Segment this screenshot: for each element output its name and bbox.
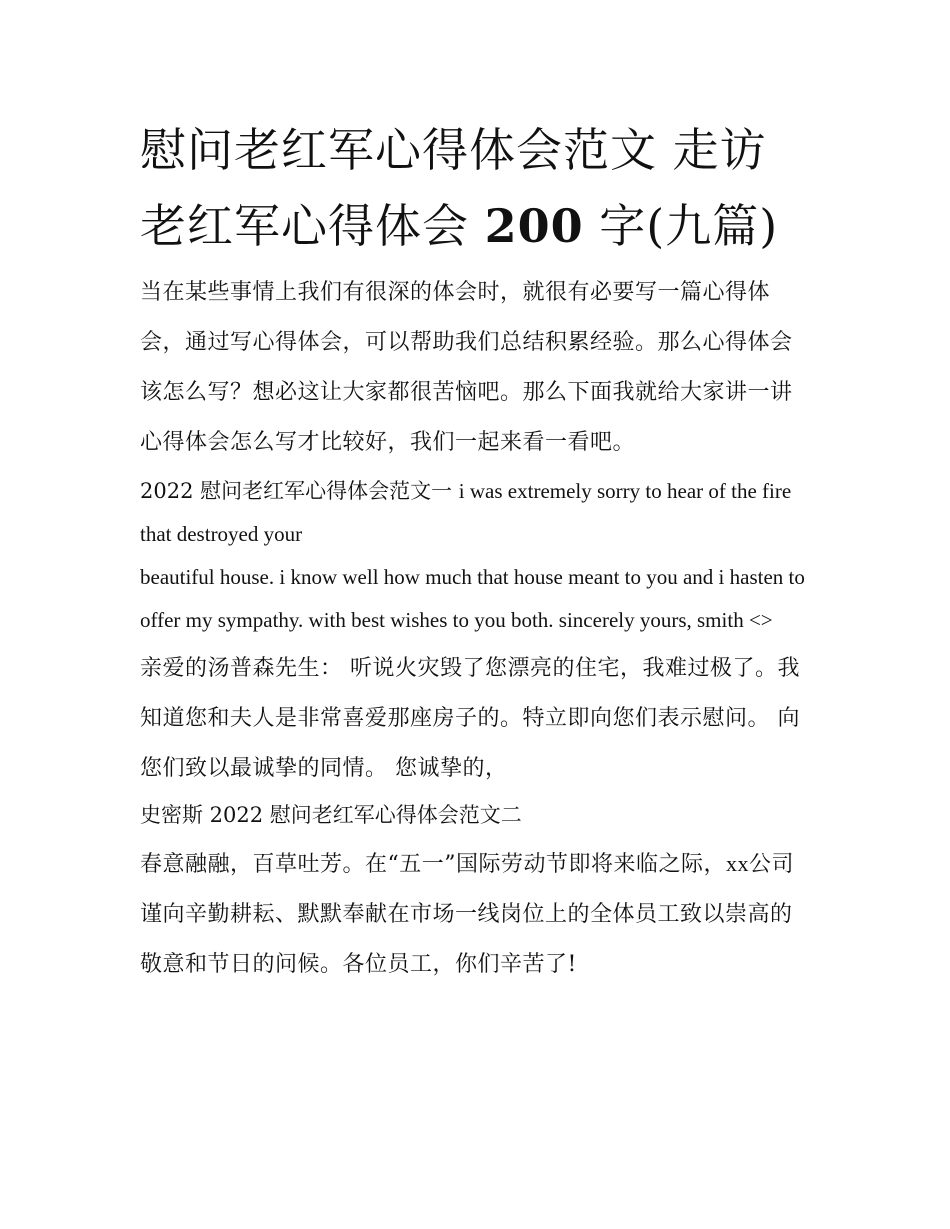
section1-line3: offer my sympathy. with best wishes to you both. sincerely yours, smith <> bbox=[140, 608, 773, 632]
title-text-part1: 慰问老红军心得体会范文 走访老红军心得体会 bbox=[140, 123, 767, 253]
intro-paragraph: 当在某些事情上我们有很深的体会时，就很有必要写一篇心得体会，通过写心得体会，可以帮助我们总结积累经验。那么心得体会该怎么写？想必这让大家都很苦恼吧。那么下面我就给大家讲一讲心得体会怎么写才比较好，我们一起来看一看吧。 bbox=[140, 280, 793, 455]
section2-body-xx: xx bbox=[726, 851, 749, 876]
section2-body-part1: 春意融融，百草吐芳。在“五一”国际劳动节即将来临之际， bbox=[140, 852, 726, 877]
section1-line2: beautiful house. i know well how much that house meant to you and i hasten to bbox=[140, 565, 805, 589]
section1-line1: i was extremely sorry to hear of the fire that destroyed your bbox=[140, 479, 792, 546]
section2-heading: 史密斯 2022 慰问老红军心得体会范文二 bbox=[140, 803, 522, 827]
document-content bbox=[140, 112, 812, 990]
section2-body-part2: 公司谨向辛勤耕耘、默默奉献在市场一线岗位上的全体员工致以崇高的敬意和节日的问候。各位员工，你们辛苦了! bbox=[140, 852, 795, 977]
title-text-part2: 字(九篇) bbox=[583, 199, 779, 253]
section2-body-paragraph bbox=[140, 839, 812, 990]
letter-chinese-paragraph: 亲爱的汤普森先生： 听说火灾毁了您漂亮的住宅，我难过极了。我知道您和夫人是非常喜爱那座房子的。特立即向您们表示慰问。 向您们致以最诚挚的同情。 您诚挚的， bbox=[140, 656, 800, 781]
document-title bbox=[140, 112, 812, 264]
section1-paragraph bbox=[140, 470, 812, 556]
section1-heading: 2022 慰问老红军心得体会范文一 bbox=[140, 479, 459, 503]
title-number: 200 bbox=[484, 199, 584, 253]
